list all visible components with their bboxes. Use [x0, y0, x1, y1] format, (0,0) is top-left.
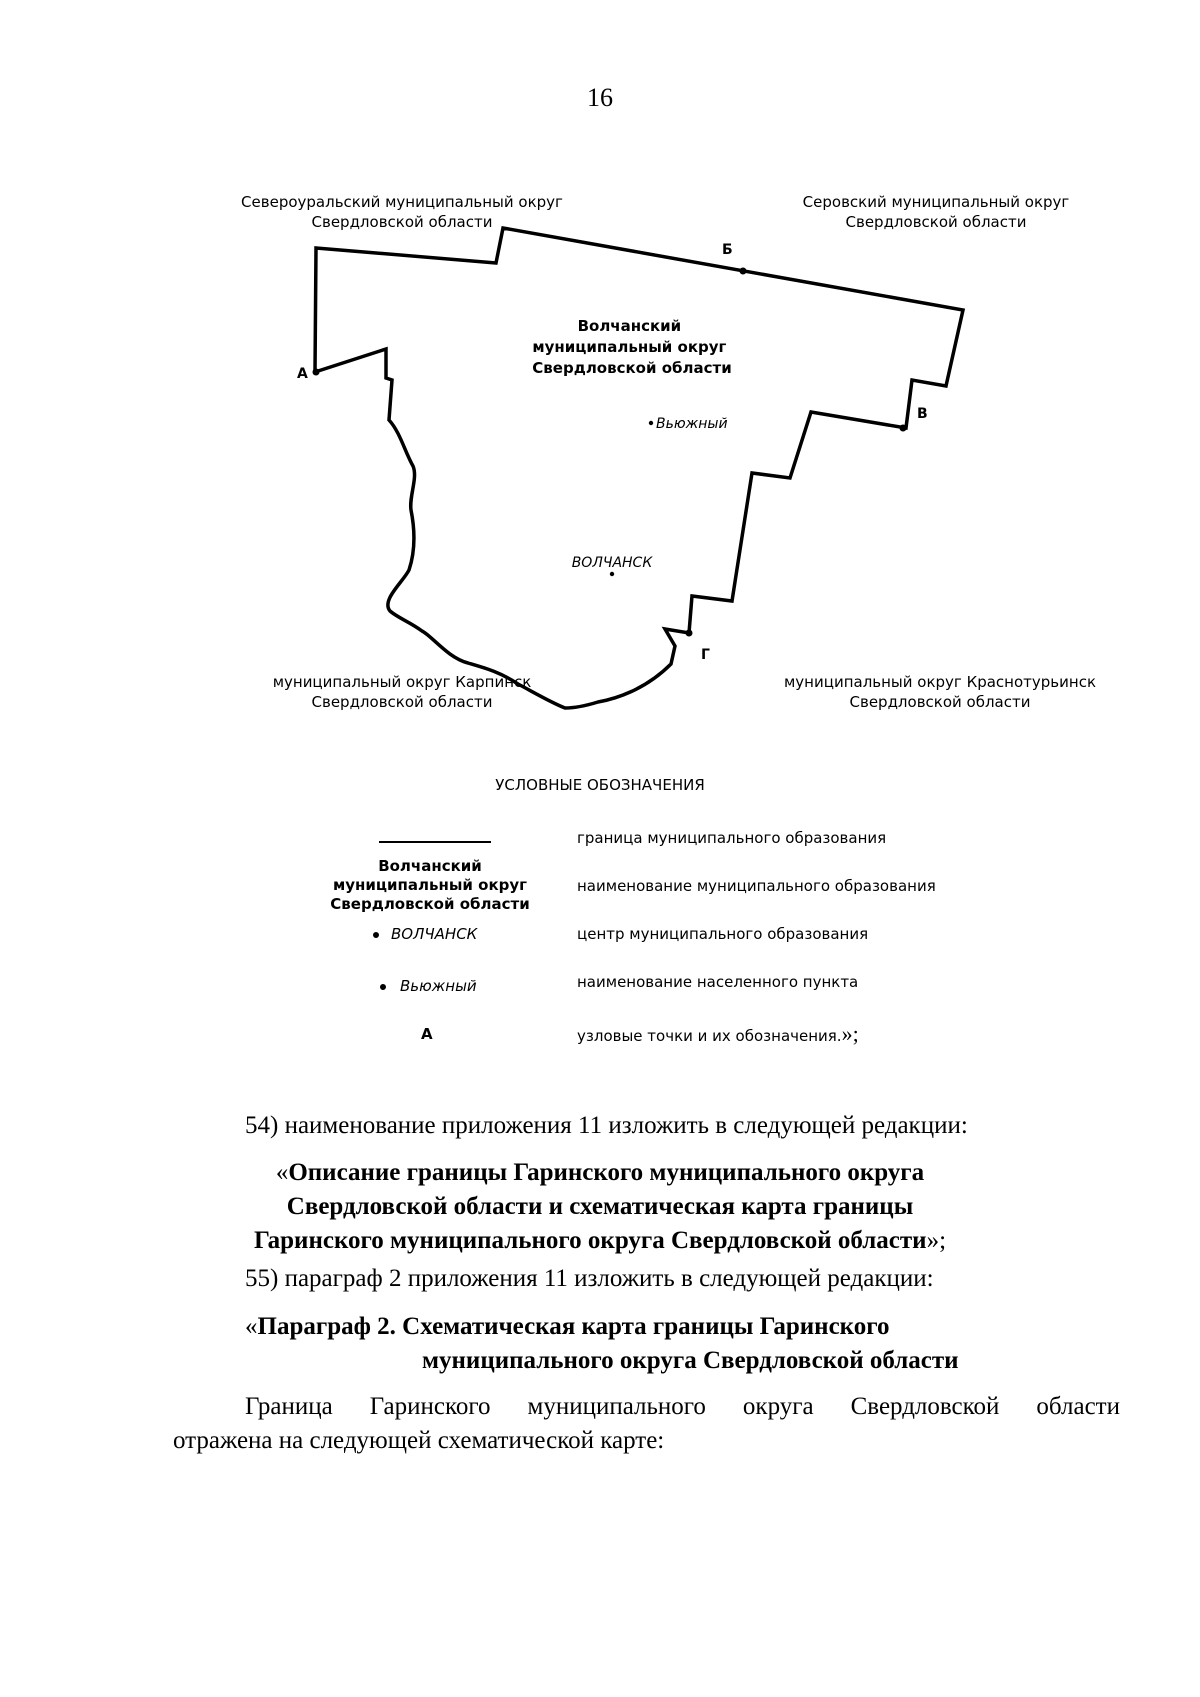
closing-paragraph-line1: Граница Гаринского муниципального округа Свердловской области [245, 1393, 1120, 1420]
neighbor-south-east: муниципальный округ Краснотурьинск Свердловской области [783, 673, 1097, 711]
node-label-b: Б [722, 242, 733, 258]
appendix-11-title: «Описание границы Гаринского муниципального округа Свердловской области и схематическая карта границы Гаринского муниципального округа Свердловской области»; [253, 1159, 947, 1254]
page-number: 16 [587, 83, 613, 112]
closing-paragraph-line2: отражена на следующей схематической карте: [173, 1427, 665, 1454]
node-label-a: А [297, 366, 308, 382]
legend-title: УСЛОВНЫЕ ОБОЗНАЧЕНИЯ [495, 776, 705, 794]
node-point-a [313, 369, 320, 376]
center-label: ВОЛЧАНСК [571, 555, 653, 571]
paragraph-2-title-line2: муниципального округа Свердловской области [422, 1347, 959, 1374]
paragraph-2-title-line1: «Параграф 2. Схематическая карта границы Гаринского [245, 1313, 890, 1340]
settlement-label: Вьюжный [656, 416, 728, 432]
node-point-g [686, 630, 693, 637]
legend-item-name: наименование муниципального образования [577, 877, 936, 895]
legend-item-settlement: наименование населенного пункта [577, 973, 859, 991]
legend-item-nodes: узловые точки и их обозначения.»; [577, 1021, 859, 1046]
legend-item-boundary: граница муниципального образования [577, 829, 887, 847]
legend-settlement-marker [380, 984, 386, 990]
node-point-b [740, 268, 747, 275]
legend-closing-quote: »; [841, 1021, 859, 1046]
legend-item-center: центр муниципального образования [577, 925, 869, 943]
district-name-line3: Свердловской области [532, 359, 732, 377]
legend-center-sample: ВОЛЧАНСК [391, 925, 478, 943]
district-name-line1: Волчанский [577, 317, 682, 335]
center-marker [610, 572, 614, 576]
item-55: 55) параграф 2 приложения 11 изложить в следующей редакции: [245, 1265, 934, 1292]
district-boundary [315, 228, 963, 708]
legend-settlement-sample: Вьюжный [400, 977, 477, 995]
svg-text:Волчанский муниципальный о [532, 317, 731, 377]
legend-name-sample: Волчанский муниципальный округ Свердловской области [330, 857, 530, 913]
district-name-line2: муниципальный округ [532, 338, 727, 356]
settlement-marker [649, 421, 653, 425]
neighbor-north-east: Серовский муниципальный округ Свердловской области [802, 193, 1070, 231]
node-point-v [900, 425, 907, 432]
legend-center-marker [373, 932, 379, 938]
node-label-g: Г [701, 647, 710, 663]
neighbor-south-west: муниципальный округ Карпинск Свердловской области [272, 673, 532, 711]
item-54: 54) наименование приложения 11 изложить в следующей редакции: [245, 1112, 968, 1139]
node-label-v: В [917, 406, 928, 422]
legend-node-sample: А [421, 1025, 433, 1043]
neighbor-north-west: Североуральский муниципальный округ Свердловской области [241, 193, 563, 231]
